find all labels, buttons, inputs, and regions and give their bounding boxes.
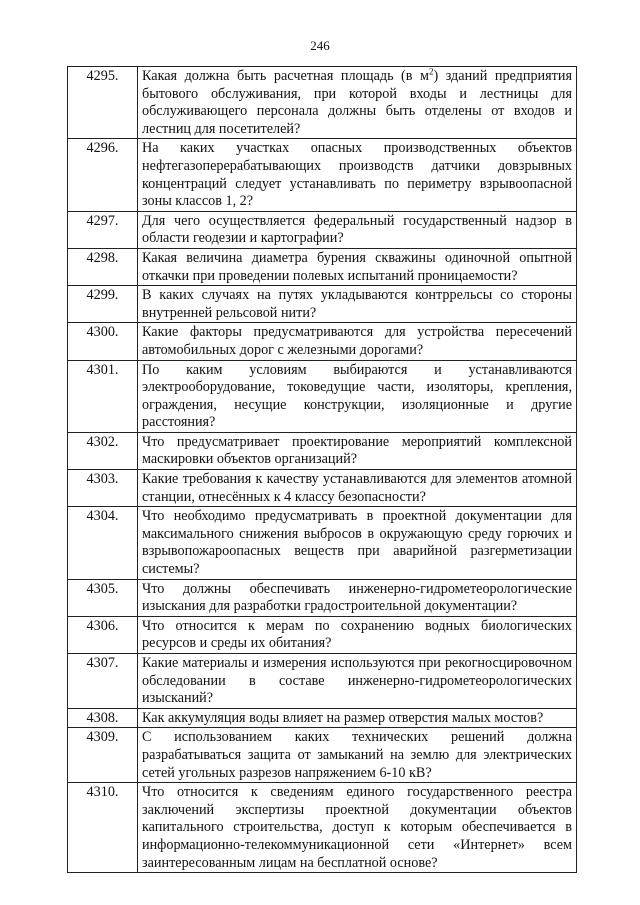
question-number: 4305. bbox=[68, 579, 138, 616]
question-number: 4308. bbox=[68, 708, 138, 728]
page-number: 246 bbox=[310, 38, 330, 53]
question-number: 4298. bbox=[68, 248, 138, 285]
questions-table-body bbox=[68, 67, 577, 873]
table-row bbox=[68, 728, 577, 783]
table-row bbox=[68, 323, 577, 360]
question-text: Что относится к сведениям единого государственного реестра заключений экспертизы проектной документации объектов капитального строительства, доступ к которым обеспечивается в информационно-телекоммуникационной сети «Интернет» всем заинтересованным лицам на бесплатной основе? bbox=[138, 783, 577, 873]
table-row bbox=[68, 579, 577, 616]
question-text: В каких случаях на путях укладываются контррельсы со стороны внутренней рельсовой нити? bbox=[138, 286, 577, 323]
question-text: Что предусматривает проектирование мероприятий комплексной маскировки объектов организаций? bbox=[138, 432, 577, 469]
table-row bbox=[68, 286, 577, 323]
table-row bbox=[68, 783, 577, 873]
superscript: 2 bbox=[428, 66, 434, 77]
question-number: 4300. bbox=[68, 323, 138, 360]
question-number: 4302. bbox=[68, 432, 138, 469]
question-number: 4296. bbox=[68, 139, 138, 211]
question-number: 4295. bbox=[68, 67, 138, 139]
question-text: Какие требования к качеству устанавливаются для элементов атомной станции, отнесённых к 4 классу безопасности? bbox=[138, 470, 577, 507]
table-row bbox=[68, 432, 577, 469]
question-number: 4309. bbox=[68, 728, 138, 783]
table-row bbox=[68, 211, 577, 248]
question-text: На каких участках опасных производственных объектов нефтегазоперерабатывающих производств датчики довзрывных концентраций следует устанавливать по периметру взрывоопасной зоны классов 1, 2? bbox=[138, 139, 577, 211]
table-row bbox=[68, 470, 577, 507]
question-text: Что должны обеспечивать инженерно-гидрометеорологические изыскания для разработки градостроительной документации? bbox=[138, 579, 577, 616]
question-number: 4307. bbox=[68, 654, 138, 709]
question-number: 4303. bbox=[68, 470, 138, 507]
question-number: 4304. bbox=[68, 507, 138, 579]
question-text-part: Какая должна быть расчетная площадь (в м bbox=[142, 68, 429, 84]
table-row bbox=[68, 616, 577, 653]
question-text: Какие материалы и измерения используются при рекогносцировочном обследовании в составе инженерно-гидрометеорологических изысканий? bbox=[138, 654, 577, 709]
question-text-part: ) зданий предприятия бытового обслуживания, при которой входы и лестницы для обслуживающего персонала должны быть отделены от входов и лестниц для посетителей? bbox=[142, 68, 572, 137]
questions-table bbox=[67, 66, 577, 873]
table-row bbox=[68, 708, 577, 728]
question-text: Что относится к мерам по сохранению водных биологических ресурсов и среды их обитания? bbox=[138, 616, 577, 653]
question-number: 4297. bbox=[68, 211, 138, 248]
table-row bbox=[68, 248, 577, 285]
question-text bbox=[138, 67, 577, 139]
question-number: 4301. bbox=[68, 360, 138, 432]
question-text: Для чего осуществляется федеральный государственный надзор в области геодезии и картографии? bbox=[138, 211, 577, 248]
table-row bbox=[68, 139, 577, 211]
question-text: Как аккумуляция воды влияет на размер отверстия малых мостов? bbox=[138, 708, 577, 728]
question-text: По каким условиям выбираются и устанавливаются электрооборудование, токоведущие части, изоляторы, крепления, ограждения, несущие конструкции, изоляционные и другие расстояния? bbox=[138, 360, 577, 432]
table-row bbox=[68, 360, 577, 432]
question-text: Какая величина диаметра бурения скважины одиночной опытной откачки при проведении полевых испытаний проницаемости? bbox=[138, 248, 577, 285]
question-number: 4306. bbox=[68, 616, 138, 653]
question-number: 4299. bbox=[68, 286, 138, 323]
question-text: Какие факторы предусматриваются для устройства пересечений автомобильных дорог с железными дорогами? bbox=[138, 323, 577, 360]
table-row bbox=[68, 654, 577, 709]
table-row bbox=[68, 67, 577, 139]
table-row bbox=[68, 507, 577, 579]
question-text: С использованием каких технических решений должна разрабатываться защита от замыканий на землю для электрических сетей угольных разрезов напряжением 6-10 кВ? bbox=[138, 728, 577, 783]
question-number: 4310. bbox=[68, 783, 138, 873]
question-text: Что необходимо предусматривать в проектной документации для максимального снижения выбросов в окружающую среду горючих и взрывопожароопасных веществ при аварийной разгерметизации системы? bbox=[138, 507, 577, 579]
